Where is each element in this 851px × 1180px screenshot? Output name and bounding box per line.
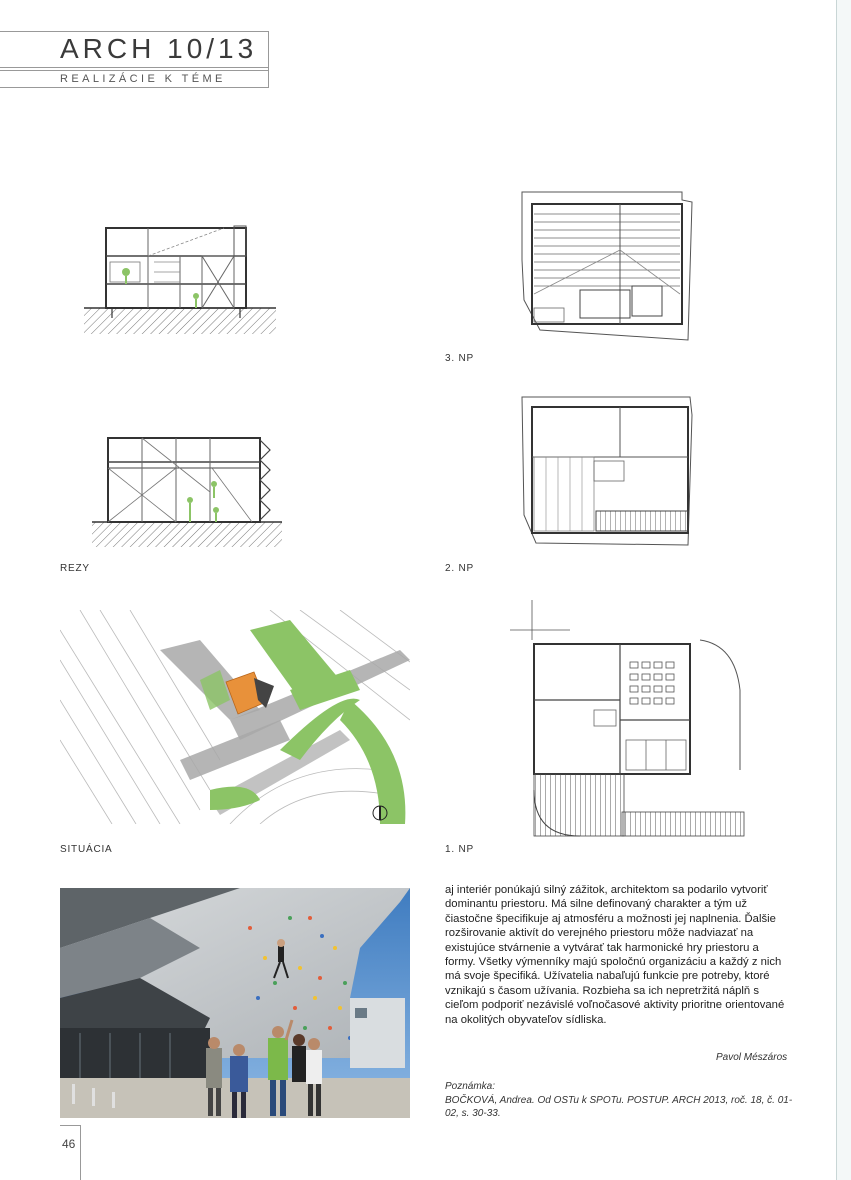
- site-plan: [60, 610, 410, 824]
- header-rule: [0, 70, 268, 71]
- floor-plan-3np: [520, 190, 700, 350]
- caption-3np: 3. NP: [445, 353, 475, 364]
- note-reference: BOČKOVÁ, Andrea. Od OSTu k SPOTu. POSTUP. ARCH 2013, roč. 18, č. 01-02, s. 30-33.: [445, 1095, 793, 1119]
- caption-1np: 1. NP: [445, 844, 475, 855]
- article-author: Pavol Mészáros: [716, 1052, 788, 1063]
- article-paragraph: aj interiér ponúkajú silný zážitok, architektom sa podarilo vytvoriť dominantu priestoru. Má silne definovaný charakter a tým už čiastočne špecifikuje aj atmosféru a možnosti jej naplnenia. Ďalšie rozširovanie aktivít do verejného priestoru môže nadviazať na existujúce stvárnenie a vytvárať tak harmonické hry priestoru a formy. Všetky výmenníky majú spoločnú organizáciu a každý z nich má svoje špecifiká. Užívatelia nabaľujú funkcie pre potreby, ktoré vznikajú s časom užívania. Rozbieha sa ich nepretržitá náplň s cieľom podporiť nezávislé voľnočasové aktivity prioritne orientované na okolitých obyvateľov sídliska.: [445, 884, 785, 1026]
- section-drawing-lower: [92, 432, 282, 547]
- page-number-rule: [60, 1125, 81, 1126]
- caption-situacia: SITUÁCIA: [60, 844, 113, 855]
- header-rule: [0, 67, 268, 68]
- floor-plan-1np: [510, 600, 745, 840]
- photo-climbing-wall: [60, 888, 410, 1118]
- header-rule: [268, 31, 269, 88]
- header-rule: [0, 87, 268, 88]
- header-rule: [0, 31, 268, 32]
- page-number: 46: [62, 1137, 76, 1151]
- section-drawing-upper: [84, 222, 276, 334]
- caption-2np: 2. NP: [445, 563, 475, 574]
- page-number-rule: [80, 1125, 81, 1180]
- section-subtitle: REALIZÁCIE K TÉME: [60, 73, 226, 85]
- note-label: Poznámka:: [445, 1081, 496, 1092]
- magazine-title: ARCH 10/13: [60, 33, 258, 64]
- page-edge-rule: [836, 0, 837, 1180]
- page-edge-band: [837, 0, 851, 1180]
- caption-rezy: REZY: [60, 563, 90, 574]
- floor-plan-2np: [520, 395, 700, 550]
